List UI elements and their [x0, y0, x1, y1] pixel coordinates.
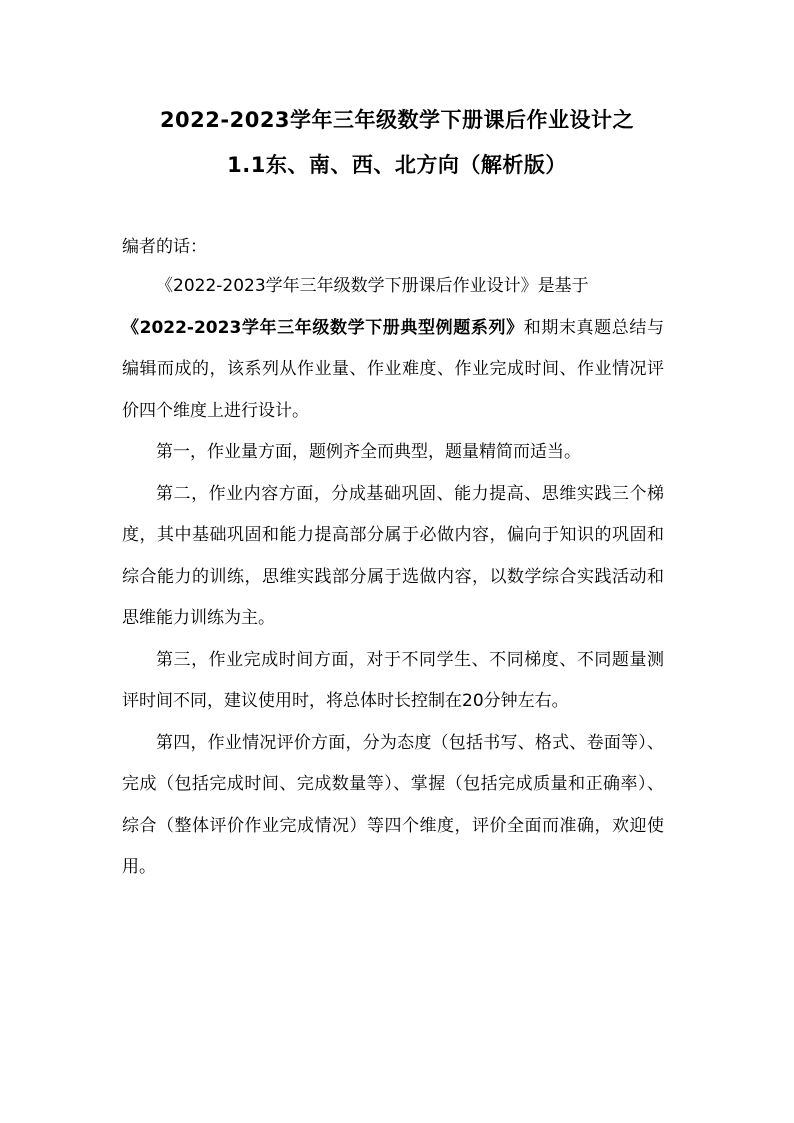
paragraph-intro-part2: 和期末真题总结与编辑而成的，该系列从作业量、作业难度、作业完成时间、作业情况评价四个维度上进行设计。 — [122, 317, 665, 421]
paragraph-evaluation: 第四，作业情况评价方面，分为态度（包括书写、格式、卷面等）、完成（包括完成时间、完成数量等）、掌握（包括完成质量和正确率）、综合（整体评价作业完成情况）等四个维度，评价全面而准确，欢迎使用。 — [122, 732, 664, 877]
paragraph-intro — [122, 266, 664, 308]
document-title-line2: 1.1东、南、西、北方向（解析版） — [227, 153, 567, 177]
paragraph-intro-continued — [122, 308, 664, 433]
document-title-line1: 2022-2023学年三年级数学下册课后作业设计之 — [159, 108, 635, 132]
paragraph-content: 第二，作业内容方面，分成基础巩固、能力提高、思维实践三个梯度，其中基础巩固和能力提高部分属于必做内容，偏向于知识的巩固和综合能力的训练，思维实践部分属于选做内容，以数学综合实践活动和思维能力训练为主。 — [122, 483, 664, 628]
paragraph-workload: 第一，作业量方面，题例齐全而典型，题量精简而适当。 — [156, 442, 581, 462]
paragraph-intro-part1: 《2022-2023学年三年级数学下册课后作业设计》是基于 — [156, 276, 589, 296]
editor-note-label: 编者的话： — [122, 237, 207, 257]
paragraph-time: 第三，作业完成时间方面，对于不同学生、不同梯度、不同题量测评时间不同，建议使用时，将总体时长控制在20分钟左右。 — [122, 649, 664, 711]
series-reference: 《2022-2023学年三年级数学下册典型例题系列》 — [122, 317, 524, 338]
editor-note-body — [122, 266, 664, 889]
